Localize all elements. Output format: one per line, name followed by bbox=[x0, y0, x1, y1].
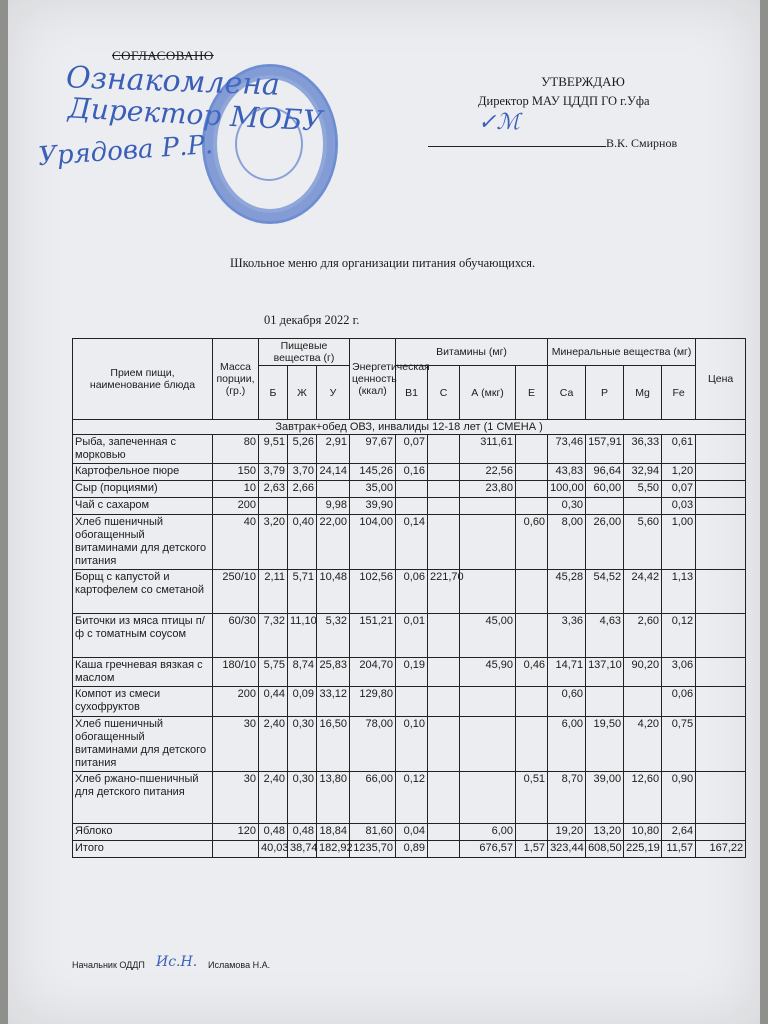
cell-b1: 0,19 bbox=[396, 658, 428, 687]
cell-u: 18,84 bbox=[317, 824, 350, 841]
dish-name: Биточки из мяса птицы п/ф с томатным соусом bbox=[73, 614, 213, 658]
cell-fe: 1,13 bbox=[662, 570, 696, 614]
cell-ca: 3,36 bbox=[548, 614, 586, 658]
header-a: А (мкг) bbox=[460, 366, 516, 420]
handwritten-signature: Урядова Р.Р. bbox=[37, 129, 215, 173]
cell-kcal: 129,80 bbox=[350, 687, 396, 717]
cell-c bbox=[428, 515, 460, 570]
cell-b bbox=[259, 498, 288, 515]
cell-a: 23,80 bbox=[460, 481, 516, 498]
cell-c bbox=[428, 824, 460, 841]
table-row bbox=[73, 435, 746, 464]
cell-p bbox=[586, 687, 624, 717]
cell-c bbox=[428, 717, 460, 772]
cell-ca: 45,28 bbox=[548, 570, 586, 614]
header-meal: Прием пищи, наименование блюда bbox=[73, 339, 213, 420]
cell-kcal: 104,00 bbox=[350, 515, 396, 570]
cell-p: 54,52 bbox=[586, 570, 624, 614]
cell-zh: 0,09 bbox=[288, 687, 317, 717]
cell-mg: 24,42 bbox=[624, 570, 662, 614]
header-vitamins: Витамины (мг) bbox=[396, 339, 548, 366]
document-page bbox=[8, 0, 760, 1024]
cell-p: 96,64 bbox=[586, 464, 624, 481]
cell-b: 0,48 bbox=[259, 824, 288, 841]
dish-name: Каша гречневая вязкая с маслом bbox=[73, 658, 213, 687]
header-ca: Са bbox=[548, 366, 586, 420]
cell-c bbox=[428, 687, 460, 717]
cell-b: 5,75 bbox=[259, 658, 288, 687]
cell-mass: 200 bbox=[213, 498, 259, 515]
cell-a bbox=[460, 515, 516, 570]
cell-u: 16,50 bbox=[317, 717, 350, 772]
cell-e bbox=[516, 824, 548, 841]
dish-name: Хлеб ржано-пшеничный для детского питания bbox=[73, 772, 213, 824]
agreed-label: СОГЛАСОВАНО bbox=[112, 48, 214, 63]
cell-kcal: 151,21 bbox=[350, 614, 396, 658]
cell-price bbox=[696, 717, 746, 772]
cell-mass: 60/30 bbox=[213, 614, 259, 658]
cell-zh: 0,30 bbox=[288, 772, 317, 824]
cell-kcal: 66,00 bbox=[350, 772, 396, 824]
header-e: Е bbox=[516, 366, 548, 420]
cell-fe: 3,06 bbox=[662, 658, 696, 687]
header-minerals: Минеральные вещества (мг) bbox=[548, 339, 696, 366]
document-title: Школьное меню для организации питания обучающихся. bbox=[230, 256, 536, 270]
cell-a: 45,00 bbox=[460, 614, 516, 658]
cell-kcal: 1235,70 bbox=[350, 841, 396, 858]
dish-name: Картофельное пюре bbox=[73, 464, 213, 481]
header-zh: Ж bbox=[288, 366, 317, 420]
cell-u: 24,14 bbox=[317, 464, 350, 481]
cell-price bbox=[696, 824, 746, 841]
cell-fe: 0,06 bbox=[662, 687, 696, 717]
cell-u: 9,98 bbox=[317, 498, 350, 515]
header-p: Р bbox=[586, 366, 624, 420]
cell-kcal: 39,90 bbox=[350, 498, 396, 515]
cell-p: 608,50 bbox=[586, 841, 624, 858]
cell-ca: 43,83 bbox=[548, 464, 586, 481]
cell-e bbox=[516, 464, 548, 481]
cell-mg: 90,20 bbox=[624, 658, 662, 687]
cell-e: 0,60 bbox=[516, 515, 548, 570]
table-row bbox=[73, 658, 746, 687]
cell-a: 22,56 bbox=[460, 464, 516, 481]
cell-mass: 200 bbox=[213, 687, 259, 717]
cell-kcal: 97,67 bbox=[350, 435, 396, 464]
cell-e bbox=[516, 614, 548, 658]
header-mg: Mg bbox=[624, 366, 662, 420]
cell-mg: 10,80 bbox=[624, 824, 662, 841]
cell-p: 26,00 bbox=[586, 515, 624, 570]
dish-name: Сыр (порциями) bbox=[73, 481, 213, 498]
cell-ca: 8,70 bbox=[548, 772, 586, 824]
cell-ca: 0,60 bbox=[548, 687, 586, 717]
footer-name: Исламова Н.А. bbox=[208, 960, 271, 970]
cell-mg: 36,33 bbox=[624, 435, 662, 464]
cell-zh: 5,71 bbox=[288, 570, 317, 614]
cell-u: 2,91 bbox=[317, 435, 350, 464]
table-row bbox=[73, 498, 746, 515]
cell-mass: 10 bbox=[213, 481, 259, 498]
cell-kcal: 145,26 bbox=[350, 464, 396, 481]
cell-p: 13,20 bbox=[586, 824, 624, 841]
cell-c bbox=[428, 841, 460, 858]
cell-zh: 2,66 bbox=[288, 481, 317, 498]
cell-fe: 0,12 bbox=[662, 614, 696, 658]
cell-zh: 0,40 bbox=[288, 515, 317, 570]
cell-c bbox=[428, 498, 460, 515]
cell-mg: 225,19 bbox=[624, 841, 662, 858]
cell-mg: 12,60 bbox=[624, 772, 662, 824]
cell-u: 33,12 bbox=[317, 687, 350, 717]
cell-u: 22,00 bbox=[317, 515, 350, 570]
table-row bbox=[73, 841, 746, 858]
cell-mg bbox=[624, 498, 662, 515]
cell-mg: 5,60 bbox=[624, 515, 662, 570]
cell-u bbox=[317, 481, 350, 498]
table-row bbox=[73, 614, 746, 658]
header-b: Б bbox=[259, 366, 288, 420]
approve-label: УТВЕРЖДАЮ bbox=[541, 74, 625, 89]
cell-mg: 32,94 bbox=[624, 464, 662, 481]
cell-mg bbox=[624, 687, 662, 717]
cell-a: 6,00 bbox=[460, 824, 516, 841]
cell-c: 221,70 bbox=[428, 570, 460, 614]
cell-a: 676,57 bbox=[460, 841, 516, 858]
director-name: В.К. Смирнов bbox=[606, 136, 678, 150]
cell-zh: 0,48 bbox=[288, 824, 317, 841]
dish-name: Рыба, запеченная с морковью bbox=[73, 435, 213, 464]
dish-name: Борщ с капустой и картофелем со сметаной bbox=[73, 570, 213, 614]
cell-mass: 80 bbox=[213, 435, 259, 464]
document-date: 01 декабря 2022 г. bbox=[264, 313, 360, 327]
header-c: С bbox=[428, 366, 460, 420]
cell-c bbox=[428, 614, 460, 658]
cell-price bbox=[696, 687, 746, 717]
dish-name: Компот из смеси сухофруктов bbox=[73, 687, 213, 717]
cell-price bbox=[696, 614, 746, 658]
cell-price bbox=[696, 435, 746, 464]
cell-a bbox=[460, 717, 516, 772]
cell-b: 3,20 bbox=[259, 515, 288, 570]
cell-a bbox=[460, 687, 516, 717]
table-row bbox=[73, 824, 746, 841]
cell-mass: 40 bbox=[213, 515, 259, 570]
cell-zh: 8,74 bbox=[288, 658, 317, 687]
cell-a bbox=[460, 570, 516, 614]
cell-b: 2,63 bbox=[259, 481, 288, 498]
dish-name: Яблоко bbox=[73, 824, 213, 841]
cell-b: 0,44 bbox=[259, 687, 288, 717]
signature-line bbox=[428, 146, 606, 147]
cell-ca: 19,20 bbox=[548, 824, 586, 841]
cell-price bbox=[696, 464, 746, 481]
table-row bbox=[73, 687, 746, 717]
cell-b1 bbox=[396, 481, 428, 498]
cell-e: 1,57 bbox=[516, 841, 548, 858]
cell-ca: 8,00 bbox=[548, 515, 586, 570]
cell-b: 2,40 bbox=[259, 772, 288, 824]
cell-b1: 0,16 bbox=[396, 464, 428, 481]
cell-c bbox=[428, 464, 460, 481]
cell-e: 0,51 bbox=[516, 772, 548, 824]
stamp-emblem bbox=[235, 107, 303, 181]
dish-name: Хлеб пшеничный обогащенный витаминами для детского питания bbox=[73, 717, 213, 772]
cell-a bbox=[460, 498, 516, 515]
table-row bbox=[73, 772, 746, 824]
cell-kcal: 102,56 bbox=[350, 570, 396, 614]
header-price: Цена bbox=[696, 339, 746, 420]
cell-fe: 1,20 bbox=[662, 464, 696, 481]
cell-b1 bbox=[396, 498, 428, 515]
cell-b1: 0,89 bbox=[396, 841, 428, 858]
dish-name: Хлеб пшеничный обогащенный витаминами для детского питания bbox=[73, 515, 213, 570]
cell-fe: 0,61 bbox=[662, 435, 696, 464]
cell-mass: 30 bbox=[213, 717, 259, 772]
cell-e bbox=[516, 570, 548, 614]
cell-mg: 4,20 bbox=[624, 717, 662, 772]
cell-b: 3,79 bbox=[259, 464, 288, 481]
table-row bbox=[73, 570, 746, 614]
cell-fe: 0,90 bbox=[662, 772, 696, 824]
cell-mass: 30 bbox=[213, 772, 259, 824]
cell-zh: 11,10 bbox=[288, 614, 317, 658]
cell-price bbox=[696, 515, 746, 570]
cell-p: 157,91 bbox=[586, 435, 624, 464]
cell-b1: 0,04 bbox=[396, 824, 428, 841]
director-signature: ✓ℳ bbox=[478, 110, 520, 135]
cell-price bbox=[696, 498, 746, 515]
cell-fe: 2,64 bbox=[662, 824, 696, 841]
table-row bbox=[73, 464, 746, 481]
cell-price bbox=[696, 658, 746, 687]
cell-c bbox=[428, 658, 460, 687]
cell-c bbox=[428, 481, 460, 498]
cell-kcal: 204,70 bbox=[350, 658, 396, 687]
cell-p: 137,10 bbox=[586, 658, 624, 687]
cell-ca: 323,44 bbox=[548, 841, 586, 858]
cell-u: 13,80 bbox=[317, 772, 350, 824]
cell-a: 311,61 bbox=[460, 435, 516, 464]
cell-u: 5,32 bbox=[317, 614, 350, 658]
cell-ca: 73,46 bbox=[548, 435, 586, 464]
cell-b: 2,11 bbox=[259, 570, 288, 614]
cell-ca: 100,00 bbox=[548, 481, 586, 498]
cell-c bbox=[428, 772, 460, 824]
cell-mass: 180/10 bbox=[213, 658, 259, 687]
cell-mg: 2,60 bbox=[624, 614, 662, 658]
cell-p: 4,63 bbox=[586, 614, 624, 658]
menu-table bbox=[72, 338, 746, 858]
cell-zh: 38,74 bbox=[288, 841, 317, 858]
section-title: Завтрак+обед ОВЗ, инвалиды 12-18 лет (1 СМЕНА ) bbox=[73, 420, 746, 435]
cell-b1: 0,10 bbox=[396, 717, 428, 772]
cell-mass: 250/10 bbox=[213, 570, 259, 614]
header-energy: Энергетическая ценность (ккал) bbox=[350, 339, 396, 420]
cell-e bbox=[516, 435, 548, 464]
table-row bbox=[73, 481, 746, 498]
cell-a bbox=[460, 772, 516, 824]
footer-signature: Ис.Н. bbox=[156, 954, 198, 970]
cell-mass: 120 bbox=[213, 824, 259, 841]
cell-price: 167,22 bbox=[696, 841, 746, 858]
cell-p: 19,50 bbox=[586, 717, 624, 772]
header-fe: Fe bbox=[662, 366, 696, 420]
cell-p: 39,00 bbox=[586, 772, 624, 824]
cell-u: 10,48 bbox=[317, 570, 350, 614]
header-mass: Масса порции, (гр.) bbox=[213, 339, 259, 420]
cell-p: 60,00 bbox=[586, 481, 624, 498]
cell-b1 bbox=[396, 687, 428, 717]
cell-e bbox=[516, 717, 548, 772]
cell-b: 9,51 bbox=[259, 435, 288, 464]
cell-price bbox=[696, 772, 746, 824]
cell-fe: 0,75 bbox=[662, 717, 696, 772]
cell-p bbox=[586, 498, 624, 515]
cell-zh: 5,26 bbox=[288, 435, 317, 464]
cell-kcal: 81,60 bbox=[350, 824, 396, 841]
cell-mg: 5,50 bbox=[624, 481, 662, 498]
cell-a: 45,90 bbox=[460, 658, 516, 687]
dish-name: Чай с сахаром bbox=[73, 498, 213, 515]
cell-price bbox=[696, 570, 746, 614]
director-title: Директор МАУ ЦДДП ГО г.Уфа bbox=[478, 94, 650, 108]
cell-c bbox=[428, 435, 460, 464]
header-u: У bbox=[317, 366, 350, 420]
header-nutrients: Пищевые вещества (г) bbox=[259, 339, 350, 366]
cell-b1: 0,01 bbox=[396, 614, 428, 658]
cell-price bbox=[696, 481, 746, 498]
cell-b1: 0,07 bbox=[396, 435, 428, 464]
cell-fe: 0,03 bbox=[662, 498, 696, 515]
cell-ca: 0,30 bbox=[548, 498, 586, 515]
cell-b1: 0,06 bbox=[396, 570, 428, 614]
cell-zh: 0,30 bbox=[288, 717, 317, 772]
cell-zh: 3,70 bbox=[288, 464, 317, 481]
cell-mass bbox=[213, 841, 259, 858]
cell-zh bbox=[288, 498, 317, 515]
table-row bbox=[73, 515, 746, 570]
cell-b: 7,32 bbox=[259, 614, 288, 658]
cell-fe: 1,00 bbox=[662, 515, 696, 570]
header-b1: В1 bbox=[396, 366, 428, 420]
cell-u: 25,83 bbox=[317, 658, 350, 687]
cell-kcal: 35,00 bbox=[350, 481, 396, 498]
dish-name: Итого bbox=[73, 841, 213, 858]
cell-b: 2,40 bbox=[259, 717, 288, 772]
cell-b: 40,03 bbox=[259, 841, 288, 858]
cell-e: 0,46 bbox=[516, 658, 548, 687]
cell-ca: 14,71 bbox=[548, 658, 586, 687]
cell-u: 182,92 bbox=[317, 841, 350, 858]
cell-b1: 0,12 bbox=[396, 772, 428, 824]
handwritten-note-2: Директор МОБУ bbox=[67, 91, 324, 138]
cell-e bbox=[516, 498, 548, 515]
cell-ca: 6,00 bbox=[548, 717, 586, 772]
cell-e bbox=[516, 481, 548, 498]
footer-position: Начальник ОДДП bbox=[72, 960, 145, 970]
handwritten-note-1: Ознакомлена bbox=[65, 60, 281, 103]
round-stamp-icon bbox=[202, 64, 338, 224]
table-row bbox=[73, 717, 746, 772]
cell-fe: 11,57 bbox=[662, 841, 696, 858]
cell-fe: 0,07 bbox=[662, 481, 696, 498]
cell-kcal: 78,00 bbox=[350, 717, 396, 772]
cell-b1: 0,14 bbox=[396, 515, 428, 570]
cell-mass: 150 bbox=[213, 464, 259, 481]
cell-e bbox=[516, 687, 548, 717]
